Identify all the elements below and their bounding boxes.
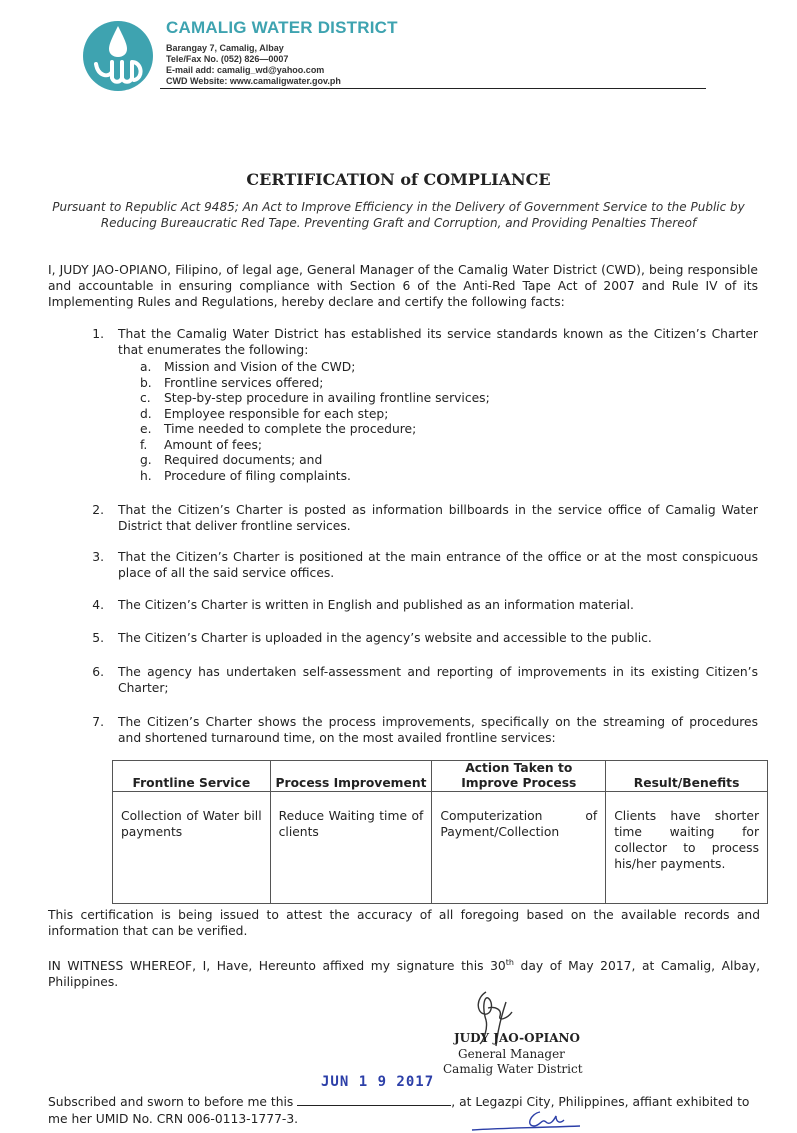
subitem-letter: g. (140, 453, 152, 467)
org-email: E-mail add: camalig_wd@yahoo.com (166, 65, 325, 75)
notary-signature (470, 1106, 590, 1132)
item-number: 3. (92, 550, 104, 564)
table-cell: Computerization of Payment/Collection (432, 792, 606, 904)
subitem-text: Amount of fees; (164, 437, 263, 452)
table-header: Result/Benefits (606, 761, 768, 792)
subscribed-line1 (48, 1094, 749, 1110)
subitem-letter: a. (140, 360, 152, 374)
item-number: 5. (92, 631, 104, 645)
subitem-text: Time needed to complete the procedure; (164, 422, 417, 436)
subitem-text: Step-by-step procedure in availing frontline services; (164, 391, 490, 405)
item-text: That the Citizen’s Charter is posted as information billboards in the service office of Camalig Water District that deliver frontline services. (118, 503, 758, 533)
subitem-text: Frontline services offered; (164, 375, 324, 390)
table-cell: Reduce Waiting time of clients (270, 792, 432, 904)
table-cell: Collection of Water bill payments (113, 792, 271, 904)
subitem-text: Required documents; and (164, 453, 323, 467)
org-website: CWD Website: www.camaligwater.gov.ph (166, 76, 341, 86)
item-text: The Citizen’s Charter is written in English and published as an information material. (118, 598, 634, 612)
date-stamp: JUN 1 9 2017 (321, 1074, 435, 1090)
item-text: That the Camalig Water District has established its service standards known as the Citizen’s Charter that enumerates the following: (118, 327, 758, 357)
signatory-name: JUDY JAO-OPIANO (454, 1031, 580, 1045)
subitem-letter: f. (140, 437, 148, 452)
cwd-logo (82, 20, 154, 92)
witness-ordinal: th (505, 958, 514, 967)
subscribed-line2: me her UMID No. CRN 006-0113-1777-3. (48, 1112, 299, 1126)
subitem (140, 407, 620, 423)
item-number: 1. (92, 327, 104, 341)
signatory-position: General Manager (458, 1047, 565, 1061)
subitem (140, 376, 620, 392)
item-text: The Citizen’s Charter is uploaded in the agency’s website and accessible to the public. (118, 631, 652, 645)
subitem (140, 360, 620, 376)
subitem-letter: e. (140, 422, 152, 436)
witness-paragraph (48, 955, 760, 990)
subitem-text: Mission and Vision of the CWD; (164, 360, 356, 374)
item-text: That the Citizen’s Charter is positioned at the main entrance of the office or at the most conspicuous place of all the said service offices. (118, 550, 758, 580)
subscribed-text-start: Subscribed and sworn to before me this (48, 1095, 294, 1109)
improvement-table (112, 760, 768, 904)
table-header: Action Taken to Improve Process (432, 761, 606, 792)
subitem-letter: c. (140, 391, 151, 405)
item-number: 6. (92, 665, 104, 679)
subitem-list (140, 360, 620, 484)
table-cell: Clients have shorter time waiting for collector to process his/her payments. (606, 792, 768, 904)
header-rule (160, 88, 706, 89)
subitem (140, 453, 620, 469)
witness-text-end: day of May 2017, at Camalig, Albay, Philippines. (48, 959, 760, 990)
table-header: Frontline Service (113, 761, 271, 792)
item-text: The Citizen’s Charter shows the process improvements, specifically on the streaming of procedures and shortened turnaround time, on the most availed frontline services: (118, 715, 758, 745)
item-number: 4. (92, 598, 104, 612)
org-name: CAMALIG WATER DISTRICT (166, 18, 398, 37)
subitem (140, 469, 620, 485)
subscribed-text-end: , at Legazpi City, Philippines, affiant exhibited to (451, 1095, 750, 1109)
document-title: CERTIFICATION of COMPLIANCE (246, 170, 551, 189)
signatory-office: Camalig Water District (443, 1062, 583, 1076)
item-text: The agency has undertaken self-assessment and reporting of improvements in its existing Citizen’s Charter; (118, 665, 758, 695)
org-address: Barangay 7, Camalig, Albay (166, 43, 284, 53)
item-number: 2. (92, 503, 104, 517)
subitem-text: Employee responsible for each step; (164, 406, 389, 421)
subitem-text: Procedure of filing complaints. (164, 468, 351, 483)
subitem-letter: h. (140, 468, 152, 483)
table-row (113, 792, 768, 904)
subitem-letter: d. (140, 406, 152, 421)
subitem (140, 422, 620, 438)
intro-paragraph: I, JUDY JAO-OPIANO, Filipino, of legal age, General Manager of the Camalig Water District (CWD), being responsible and accountable in ensuring compliance with Section 6 of the Anti-Red Tape Act of 2007 and Rule IV of its Implementing Rules and Regulations, hereby declare and certify the following facts: (48, 263, 758, 309)
table-header-row (113, 761, 768, 792)
subitem (140, 438, 620, 454)
org-telefax: Tele/Fax No. (052) 826—0007 (166, 54, 289, 64)
witness-text-start: IN WITNESS WHEREOF, I, Have, Hereunto affixed my signature this 30 (48, 959, 506, 974)
subitem (140, 391, 620, 407)
document-subtitle: Pursuant to Republic Act 9485; An Act to Improve Efficiency in the Delivery of Government Service to the Public by Reducing Bureaucratic Red Tape. Preventing Graft and Corruption, and Providing Penalties Thereof (52, 200, 745, 230)
subitem-letter: b. (140, 375, 152, 390)
date-blank-line (297, 1094, 451, 1106)
certification-paragraph: This certification is being issued to attest the accuracy of all foregoing based on the available records and information that can be verified. (48, 908, 760, 938)
item-number: 7. (92, 715, 104, 729)
table-header: Process Improvement (270, 761, 432, 792)
